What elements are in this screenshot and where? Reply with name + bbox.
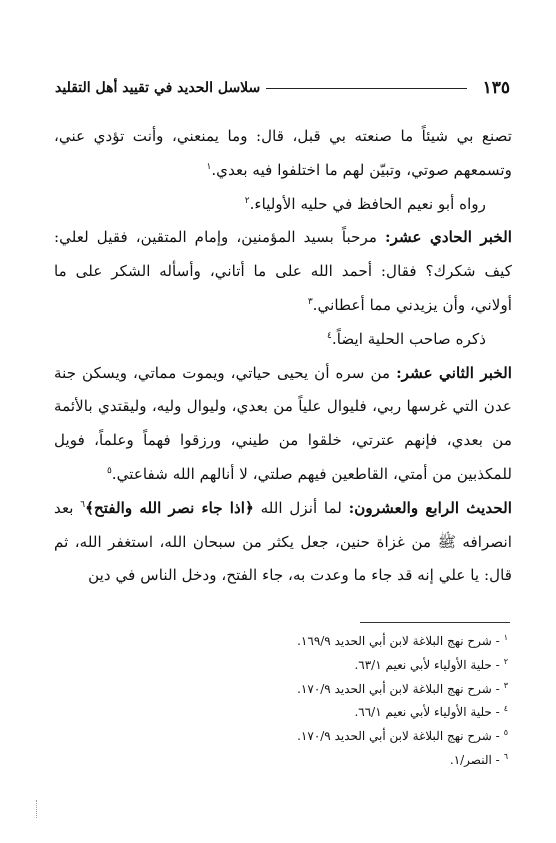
- paragraph-4-text: ذكره صاحب الحلية ايضاً.: [331, 329, 486, 348]
- paragraph-6-text: بعد انصرافه ﷺ من غزاة حنين، جعل يكثر من سبحان الله، استغفر الله، ثم قال: يا علي إنه قد جاء ما وعدت به، جاء الفتح، ودخل الناس في دين: [54, 498, 512, 585]
- paragraph-3-text: مرحباً بسيد المؤمنين، وإمام المتقين، فقيل لعلي: كيف شكرك؟ فقال: أحمد الله على ما أتاني، وأسأله الشكر على ما أولاني، وأن يزيدني مما أعطاني.: [54, 228, 512, 314]
- running-header: [55, 76, 510, 100]
- section-heading-24: الحديث الرابع والعشرون:: [348, 498, 513, 517]
- section-heading-12: الخبر الثاني عشر:: [396, 363, 512, 382]
- footnote-2-text: - حلية الأولياء لأبي نعيم ٦٣/١.: [354, 657, 500, 672]
- header-rule: [266, 88, 466, 89]
- footnotes: [208, 630, 508, 773]
- footnote-1: [208, 630, 508, 654]
- paragraph-1: [54, 120, 512, 188]
- main-text: [54, 120, 512, 593]
- paragraph-6: [54, 492, 512, 593]
- paragraph-6-intro: لما أنزل الله: [253, 498, 349, 517]
- footnote-5-text: - شرح نهج البلاغة لابن أبي الحديد ١٧٠/٩.: [297, 729, 500, 744]
- footnote-4-number: ٤: [503, 704, 508, 714]
- running-title: سلاسل الحديد في تقييد أهل التقليد: [55, 80, 261, 96]
- footnote-1-text: - شرح نهج البلاغة لابن أبي الحديد ١٦٩/٩.: [297, 634, 500, 648]
- footnote-ref-6: ٦: [80, 499, 86, 510]
- footnote-separator: [360, 622, 510, 623]
- footnote-ref-4: ٤: [327, 330, 332, 341]
- footnote-5-number: ٥: [503, 728, 508, 738]
- paragraph-1-text: تصنع بي شيئاً ما صنعته بي قبل، قال: وما يمنعني، وأنت تؤدي عني، وتسمعهم صوتي، وتبيّن لهم ما اختلفوا فيه بعدي.: [54, 127, 512, 179]
- section-heading-11: الخبر الحادي عشر:: [384, 228, 513, 247]
- page-number: ١٣٥: [482, 78, 510, 98]
- footnote-ref-2: ٢: [244, 195, 250, 206]
- paragraph-5: [54, 357, 512, 492]
- footnote-3-text: - شرح نهج البلاغة لابن أبي الحديد ١٧٠/٩.: [297, 681, 500, 696]
- footnote-ref-5: ٥: [106, 465, 112, 476]
- paragraph-4: [54, 323, 512, 357]
- margin-mark: [36, 800, 39, 818]
- footnote-4: [208, 701, 508, 725]
- paragraph-5-text: من سره أن يحيى حياتي، ويموت مماتي، ويسكن جنة عدن التي غرسها ربي، فليوال علياً من بعدي، وليوال وليه، وليقتدي بالأئمة من بعدي، فإنهم عترتي، خلقوا من طيني، ورزقوا فهماً وعلماً، فويل للمكذبين من أمتي، القاطعين فيهم صلتي، لا أنالهم الله شفاعتي.: [54, 363, 512, 483]
- paragraph-2: [54, 188, 512, 222]
- quran-verse: ﴿اذا جاء نصر الله والفتح﴾: [85, 498, 254, 517]
- footnote-2: [208, 654, 508, 678]
- footnote-ref-3: ٣: [307, 296, 313, 307]
- footnote-4-text: - حلية الأولياء لأبي نعيم ٦٦/١.: [354, 705, 500, 720]
- footnote-6-number: ٦: [503, 751, 508, 761]
- footnote-6-text: - النصر/١.: [449, 752, 500, 767]
- footnote-3-number: ٣: [503, 680, 508, 690]
- footnote-3: [208, 678, 508, 702]
- footnote-1-number: ١: [503, 633, 508, 642]
- footnote-5: [208, 725, 508, 749]
- paragraph-3: [54, 221, 512, 322]
- paragraph-2-text: رواه أبو نعيم الحافظ في حليه الأولياء.: [249, 194, 486, 213]
- footnote-6: [208, 749, 508, 773]
- footnote-2-number: ٢: [503, 656, 508, 666]
- footnote-ref-1: ١: [206, 161, 212, 172]
